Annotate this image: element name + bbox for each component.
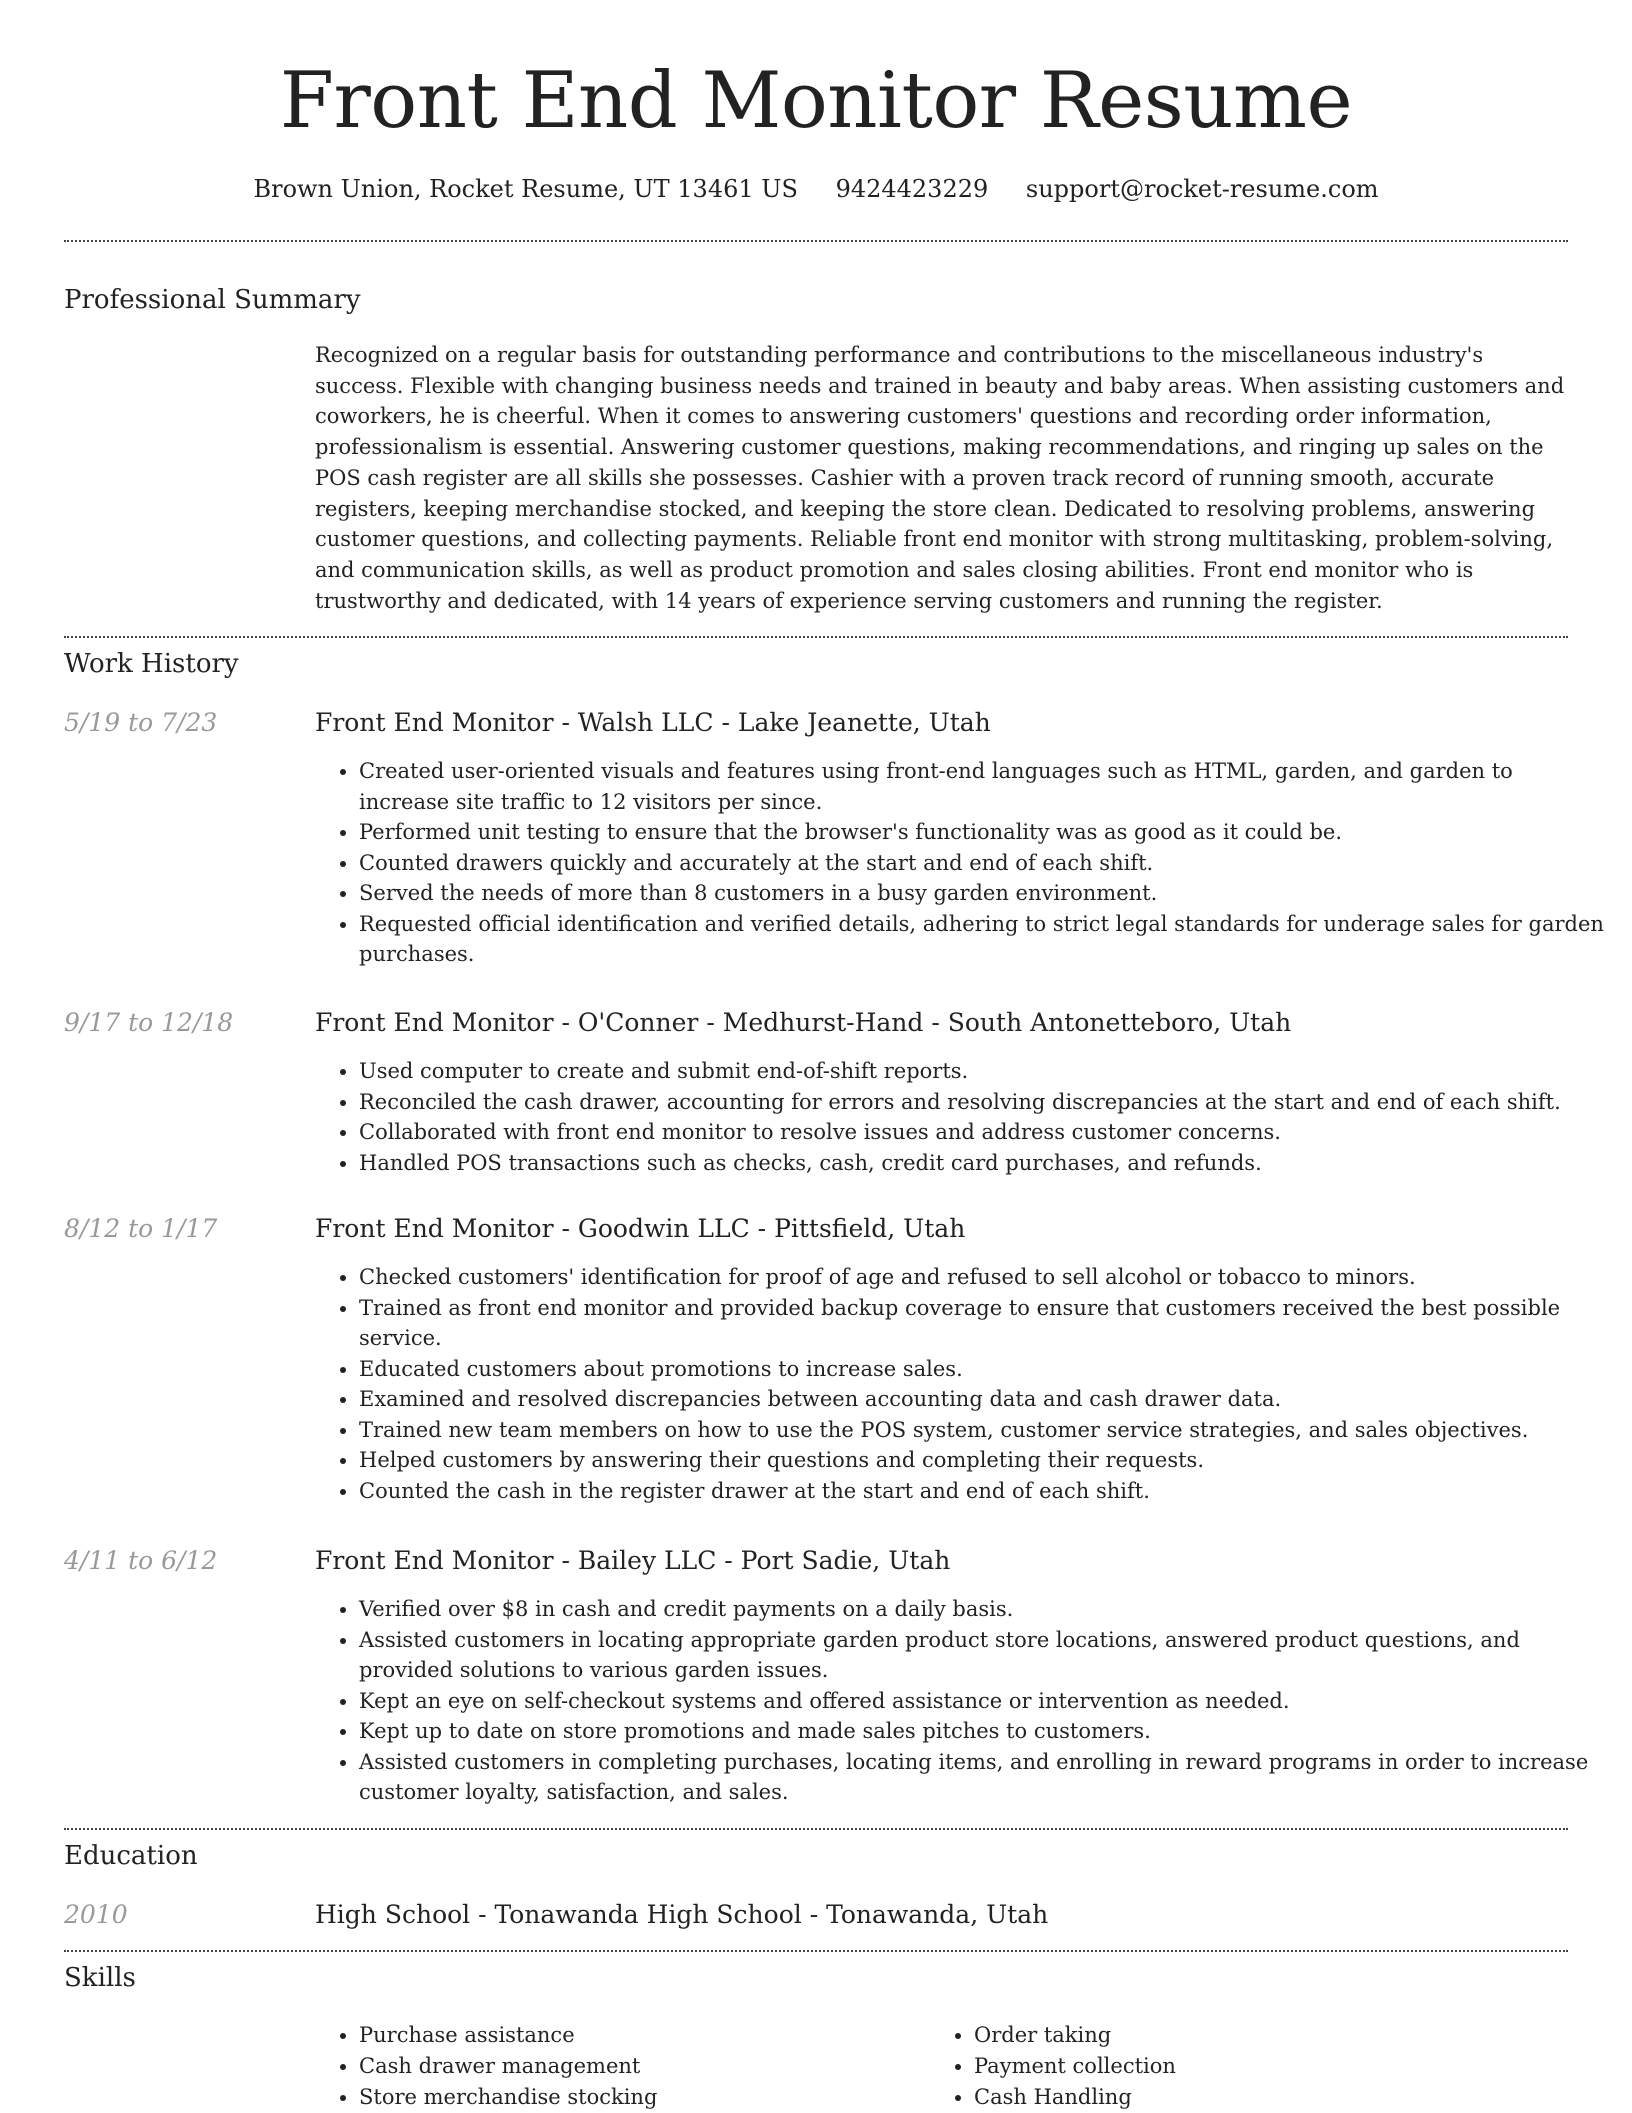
job-bullets xyxy=(315,1262,1609,1506)
job-bullet: • Requested official identification and verified details, adhering to strict legal standards for underage sales for garden purchases. xyxy=(359,909,1609,970)
skills-list-left xyxy=(315,2020,919,2113)
job-bullets xyxy=(315,1056,1609,1178)
job-dates: 5/19 to 7/23 xyxy=(64,708,218,737)
job-bullet: • Counted the cash in the register drawer at the start and end of each shift. xyxy=(359,1476,1609,1507)
job-title: Front End Monitor - Goodwin LLC - Pittsfield, Utah xyxy=(315,1214,966,1243)
skill-item: • Store merchandise stocking xyxy=(359,2082,919,2113)
skill-item: • Payment collection xyxy=(974,2051,1534,2082)
education-heading: Education xyxy=(64,1841,198,1871)
skills-heading: Skills xyxy=(64,1963,136,1993)
job-bullet: • Assisted customers in locating appropriate garden product store locations, answered product questions, and provided solutions to various garden issues. xyxy=(359,1625,1609,1686)
job-bullet: • Counted drawers quickly and accurately at the start and end of each shift. xyxy=(359,848,1609,879)
job-dates: 4/11 to 6/12 xyxy=(64,1546,218,1575)
resume-title: Front End Monitor Resume xyxy=(279,56,1353,146)
divider xyxy=(64,1950,1568,1952)
summary-text: Recognized on a regular basis for outstanding performance and contributions to the miscellaneous industry's success. Flexible with changing business needs and trained in beauty and baby areas. When assisting customers and coworkers, he is cheerful. When it comes to answering customers' questions and recording order information, professionalism is essential. Answering customer questions, making recommendations, and ringing up sales on the POS cash register are all skills she possesses. Cashier with a proven track record of running smooth, accurate registers, keeping merchandise stocked, and keeping the store clean. Dedicated to resolving problems, answering customer questions, and collecting payments. Reliable front end monitor with strong multitasking, problem-solving, and communication skills, as well as product promotion and sales closing abilities. Front end monitor who is trustworthy and dedicated, with 14 years of experience serving customers and running the register. xyxy=(315,343,1565,613)
job-bullet: • Collaborated with front end monitor to resolve issues and address customer concerns. xyxy=(359,1117,1609,1148)
job-dates: 9/17 to 12/18 xyxy=(64,1008,234,1037)
job-title: Front End Monitor - O'Conner - Medhurst-Hand - South Antonetteboro, Utah xyxy=(315,1008,1292,1037)
job-bullet: • Handled POS transactions such as checks, cash, credit card purchases, and refunds. xyxy=(359,1148,1609,1179)
job-bullet: • Created user-oriented visuals and features using front-end languages such as HTML, garden, and garden to increase site traffic to 12 visitors per since. xyxy=(359,756,1609,817)
job-bullet: • Kept up to date on store promotions and made sales pitches to customers. xyxy=(359,1716,1609,1747)
skill-item: • Purchase assistance xyxy=(359,2020,919,2051)
job-bullet: • Trained new team members on how to use the POS system, customer service strategies, and sales objectives. xyxy=(359,1415,1609,1446)
job-bullet: • Checked customers' identification for proof of age and refused to sell alcohol or tobacco to minors. xyxy=(359,1262,1609,1293)
contact-email: support@rocket-resume.com xyxy=(1025,175,1379,203)
job-bullet: • Served the needs of more than 8 customers in a busy garden environment. xyxy=(359,878,1609,909)
job-title: Front End Monitor - Bailey LLC - Port Sadie, Utah xyxy=(315,1546,951,1575)
education-school: High School - Tonawanda High School - Tonawanda, Utah xyxy=(315,1900,1049,1929)
job-bullet: • Helped customers by answering their questions and completing their requests. xyxy=(359,1445,1609,1476)
contact-address: Brown Union, Rocket Resume, UT 13461 US xyxy=(253,175,798,203)
skill-item: • Cash drawer management xyxy=(359,2051,919,2082)
job-bullet: • Examined and resolved discrepancies between accounting data and cash drawer data. xyxy=(359,1384,1609,1415)
job-bullet: • Trained as front end monitor and provided backup coverage to ensure that customers received the best possible service. xyxy=(359,1293,1609,1354)
skills-list-right xyxy=(930,2020,1534,2113)
job-bullet: • Kept an eye on self-checkout systems and offered assistance or intervention as needed. xyxy=(359,1686,1609,1717)
divider xyxy=(64,240,1568,242)
job-dates: 8/12 to 1/17 xyxy=(64,1214,218,1243)
divider xyxy=(64,1828,1568,1830)
summary-heading: Professional Summary xyxy=(64,285,361,315)
contact-line xyxy=(0,172,1632,206)
job-bullet: • Educated customers about promotions to increase sales. xyxy=(359,1354,1609,1385)
skill-item: • Cash Handling xyxy=(974,2082,1534,2113)
education-year: 2010 xyxy=(64,1900,128,1929)
work-history-heading: Work History xyxy=(64,649,239,679)
job-bullets xyxy=(315,1594,1609,1808)
job-bullet: • Assisted customers in completing purchases, locating items, and enrolling in reward programs in order to increase customer loyalty, satisfaction, and sales. xyxy=(359,1747,1609,1808)
divider xyxy=(64,636,1568,638)
job-bullet: • Performed unit testing to ensure that the browser's functionality was as good as it could be. xyxy=(359,817,1609,848)
job-bullets xyxy=(315,756,1609,970)
job-bullet: • Used computer to create and submit end-of-shift reports. xyxy=(359,1056,1609,1087)
job-title: Front End Monitor - Walsh LLC - Lake Jeanette, Utah xyxy=(315,708,991,737)
contact-phone: 9424423229 xyxy=(835,175,989,203)
skill-item: • Order taking xyxy=(974,2020,1534,2051)
job-bullet: • Verified over $8 in cash and credit payments on a daily basis. xyxy=(359,1594,1609,1625)
job-bullet: • Reconciled the cash drawer, accounting for errors and resolving discrepancies at the start and end of each shift. xyxy=(359,1087,1609,1118)
